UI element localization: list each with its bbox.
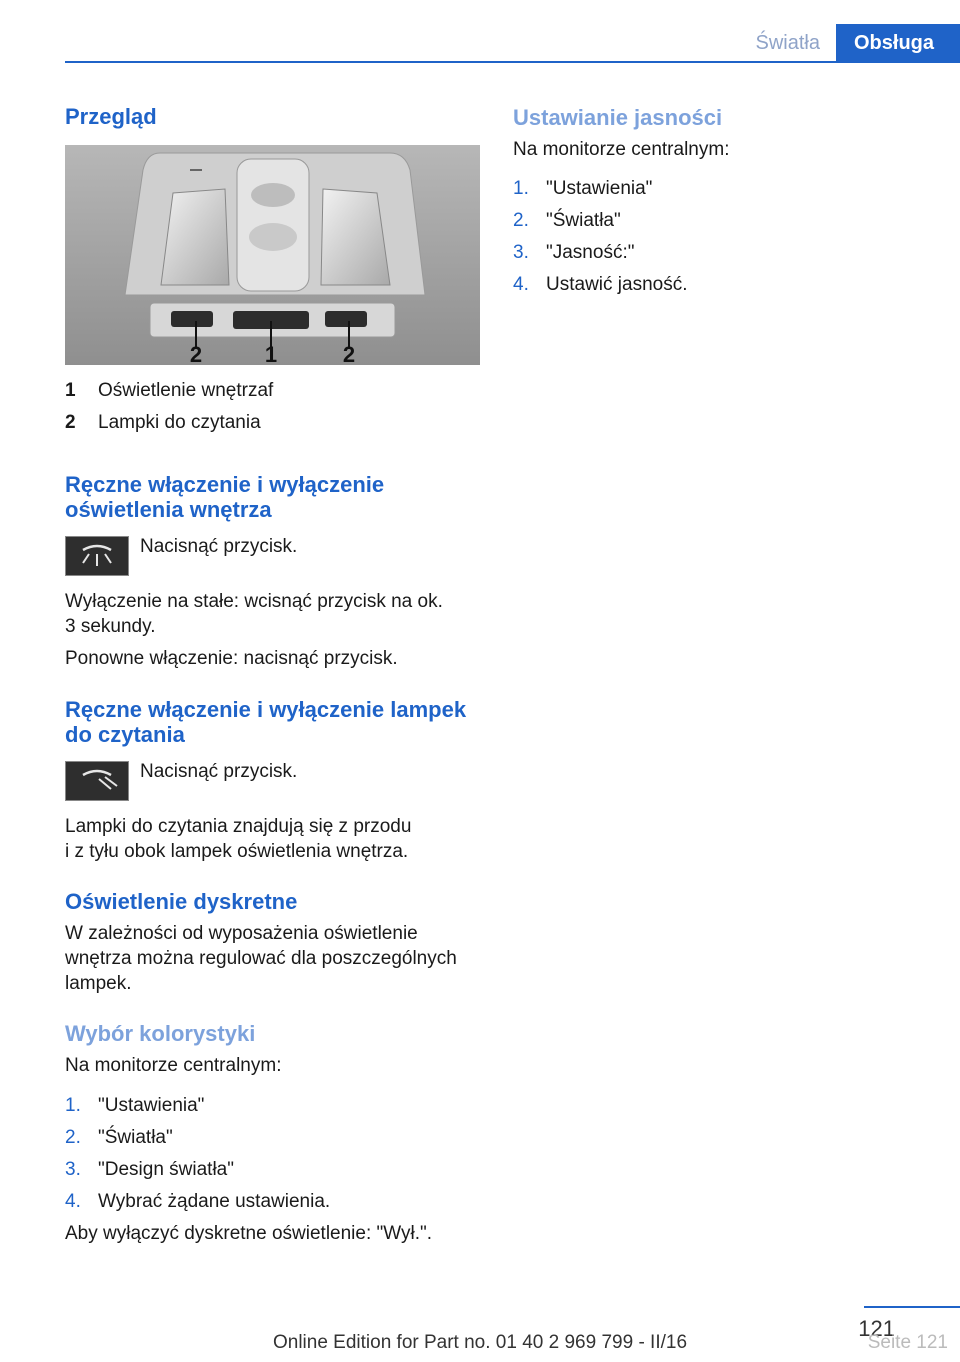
photo-label-right: 2 bbox=[342, 342, 356, 365]
photo-label-center: 1 bbox=[264, 342, 278, 365]
section-reading-title-line2: do czytania bbox=[65, 722, 185, 747]
tab-swiatla[interactable]: Światła bbox=[755, 32, 820, 54]
section-interior-on: Ponowne włączenie: nacisnąć przycisk. bbox=[65, 648, 398, 669]
list-item bbox=[513, 272, 928, 304]
section-interior-title-line1: Ręczne włączenie i wyłączenie bbox=[65, 472, 385, 497]
overhead-console-photo bbox=[65, 145, 480, 365]
section-ambient-line3: lampek. bbox=[65, 973, 132, 994]
brightness-steps-list bbox=[513, 176, 928, 304]
legend-number: 2 bbox=[65, 412, 76, 433]
list-item bbox=[65, 1125, 480, 1157]
step-number: 4. bbox=[513, 274, 529, 295]
list-item bbox=[65, 1189, 480, 1221]
step-number: 1. bbox=[513, 178, 529, 199]
legend-item bbox=[65, 410, 480, 442]
reading-light-button-icon bbox=[65, 761, 129, 801]
step-text: "Design światła" bbox=[98, 1159, 234, 1180]
brightness-title: Ustawianie jasności bbox=[513, 105, 723, 130]
step-text: "Światła" bbox=[98, 1127, 173, 1148]
photo-legend bbox=[65, 378, 480, 442]
legend-text: Lampki do czytania bbox=[98, 412, 261, 433]
step-number: 3. bbox=[65, 1159, 81, 1180]
section-ambient-title: Oświetlenie dyskretne bbox=[65, 889, 298, 914]
step-number: 3. bbox=[513, 242, 529, 263]
tab-obsluga[interactable]: Obsługa bbox=[836, 24, 960, 62]
header-rule bbox=[65, 61, 960, 63]
section-reading-desc-line1: Lampki do czytania znajdują się z przodu bbox=[65, 816, 412, 837]
step-text: "Ustawienia" bbox=[98, 1095, 205, 1116]
list-item bbox=[65, 1157, 480, 1189]
section-color-title: Wybór kolorystyki bbox=[65, 1021, 256, 1046]
section-reading-title-line1: Ręczne włączenie i wyłączenie lampek bbox=[65, 697, 467, 722]
watermark: Seite 121 bbox=[867, 1332, 948, 1353]
list-item bbox=[513, 176, 928, 208]
photo-label-left: 2 bbox=[189, 342, 203, 365]
overview-title: Przegląd bbox=[65, 104, 157, 129]
section-reading-press: Nacisnąć przycisk. bbox=[140, 761, 298, 782]
section-interior-press: Nacisnąć przycisk. bbox=[140, 536, 298, 557]
list-item bbox=[65, 1093, 480, 1125]
legend-text: Oświetlenie wnętrzaf bbox=[98, 380, 274, 401]
interior-light-button-icon bbox=[65, 536, 129, 576]
section-color-intro: Na monitorze centralnym: bbox=[65, 1055, 282, 1076]
step-text: Ustawić jasność. bbox=[546, 274, 688, 295]
header-tabs bbox=[740, 24, 960, 62]
step-number: 2. bbox=[513, 210, 529, 231]
step-number: 4. bbox=[65, 1191, 81, 1212]
edition-footer: Online Edition for Part no. 01 40 2 969 799 - II/16 bbox=[272, 1332, 688, 1353]
legend-item bbox=[65, 378, 480, 410]
brightness-intro: Na monitorze centralnym: bbox=[513, 139, 730, 160]
section-reading-desc-line2: i z tyłu obok lampek oświetlenia wnętrza. bbox=[65, 841, 409, 862]
list-item bbox=[513, 240, 928, 272]
page-number: 121 bbox=[858, 1316, 895, 1341]
step-text: Wybrać żądane ustawienia. bbox=[98, 1191, 331, 1212]
section-color-outro: Aby wyłączyć dyskretne oświetlenie: "Wył.". bbox=[65, 1223, 433, 1244]
color-steps-list bbox=[65, 1093, 480, 1221]
list-item bbox=[513, 208, 928, 240]
step-text: "Jasność:" bbox=[546, 242, 635, 263]
legend-number: 1 bbox=[65, 380, 76, 401]
section-interior-title-line2: oświetlenia wnętrza bbox=[65, 497, 272, 522]
section-interior-off-line1: Wyłączenie na stałe: wcisnąć przycisk na ok. bbox=[65, 591, 443, 612]
step-number: 1. bbox=[65, 1095, 81, 1116]
section-interior-off-line2: 3 sekundy. bbox=[65, 616, 156, 637]
section-ambient-line2: wnętrza można regulować dla poszczególnych bbox=[65, 948, 457, 969]
section-ambient-line1: W zależności od wyposażenia oświetlenie bbox=[65, 923, 418, 944]
step-number: 2. bbox=[65, 1127, 81, 1148]
step-text: "Ustawienia" bbox=[546, 178, 653, 199]
step-text: "Światła" bbox=[546, 210, 621, 231]
page-number-rule bbox=[864, 1306, 960, 1308]
